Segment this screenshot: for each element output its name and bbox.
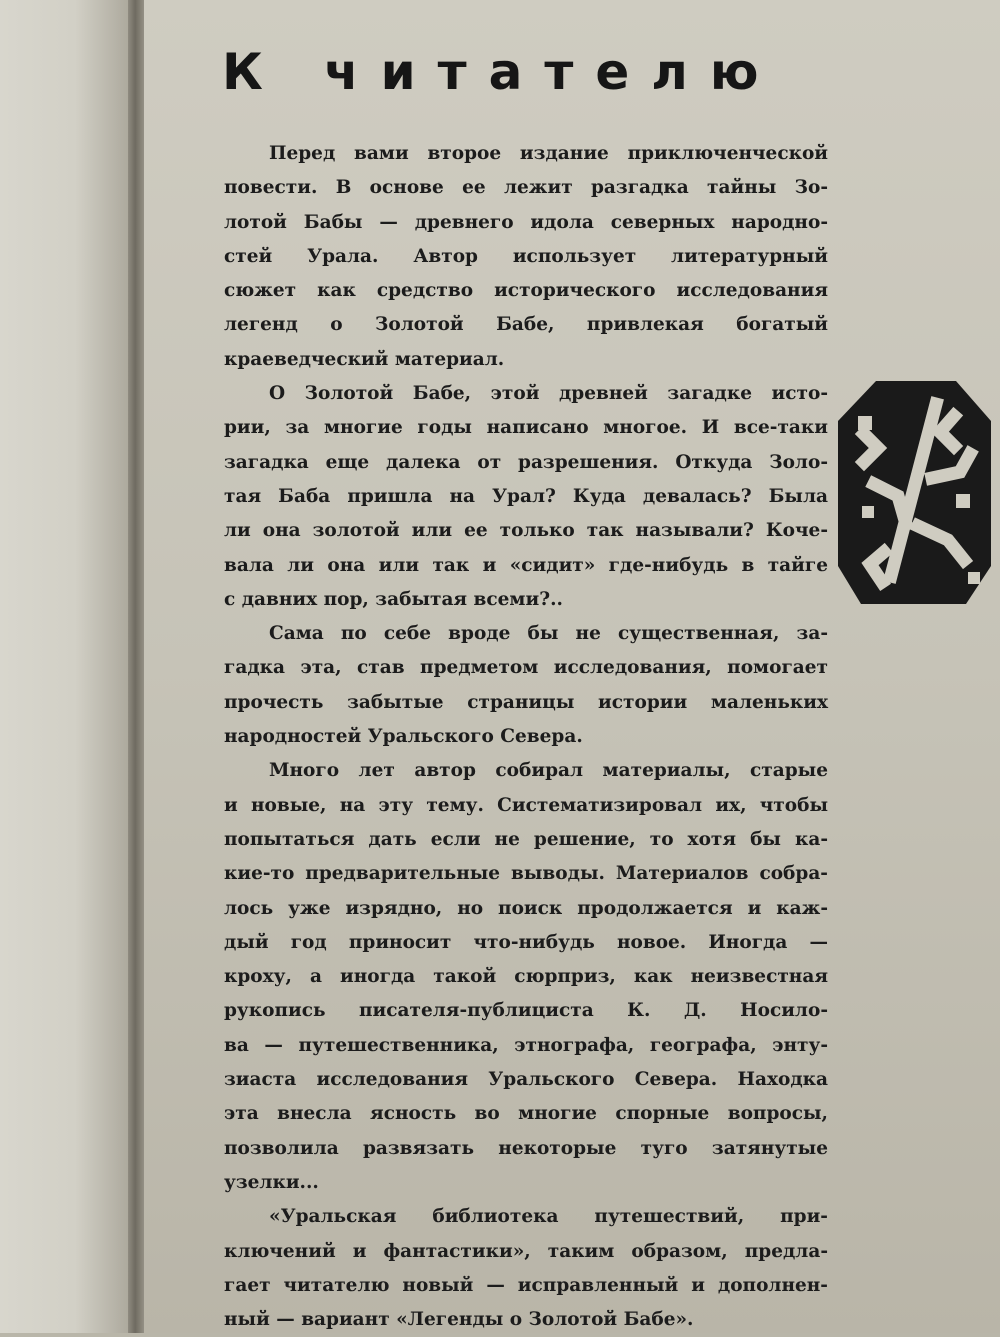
text-line: эта внесла ясность во многие спорные вопросы, (224, 1103, 828, 1125)
text-line: ключений и фантастики», таким образом, предла- (224, 1240, 828, 1262)
text-line: узелки... (224, 1171, 319, 1193)
text-line: с давних пор, забытая всеми?.. (224, 588, 563, 610)
text-line: стей Урала. Автор использует литературный (224, 245, 828, 267)
text-line: ли она золотой или ее только так называли? Коче- (224, 520, 828, 542)
text-line: зиаста исследования Уральского Севера. Находка (224, 1069, 828, 1091)
text-line: Перед вами второе издание приключенческой (269, 143, 828, 164)
paragraph (224, 137, 828, 377)
text-line: краеведческий материал. (224, 348, 505, 370)
page-title: К читателю (222, 43, 781, 101)
text-line: гает читателю новый — исправленный и дополнен- (224, 1274, 828, 1296)
text-line: лотой Бабы — древнего идола северных народно- (224, 211, 828, 233)
text-line: загадка еще далека от разрешения. Откуда Золо- (224, 451, 828, 473)
text-line: сюжет как средство исторического исследования (224, 280, 828, 302)
paragraph (224, 377, 828, 617)
paragraph (224, 1200, 828, 1337)
text-line: дый год приносит что-нибудь новое. Иногда — (224, 931, 828, 953)
text-line: гадка эта, став предметом исследования, помогает (224, 657, 828, 679)
folk-ornament-icon (836, 376, 996, 606)
text-line: позволила развязать некоторые туго затянутые (224, 1137, 828, 1159)
text-line: Много лет автор собирал материалы, старые (269, 760, 828, 782)
text-line: Сама по себе вроде бы не существенная, за- (269, 623, 828, 645)
text-line: повести. В основе ее лежит разгадка тайны Зо- (224, 177, 828, 199)
text-line: народностей Уральского Севера. (224, 726, 583, 748)
text-line: ва — путешественника, этнографа, географа, энту- (224, 1034, 828, 1056)
text-line: рукопись писателя-публициста К. Д. Носило- (224, 1000, 828, 1022)
text-line: легенд о Золотой Бабе, привлекая богатый (224, 314, 828, 336)
text-line: О Золотой Бабе, этой древней загадке исто- (269, 383, 828, 405)
text-line: ный — вариант «Легенды о Золотой Бабе». (224, 1309, 694, 1331)
text-line: лось уже изрядно, но поиск продолжается и каж- (224, 897, 828, 919)
text-line: попытаться дать если не решение, то хотя бы ка- (224, 828, 828, 850)
text-line: кие-то предварительные выводы. Материалов собра- (224, 863, 828, 885)
text-line: кроху, а иногда такой сюрприз, как неизвестная (224, 966, 828, 988)
paragraph (224, 617, 828, 754)
text-line: прочесть забытые страницы истории маленьких (224, 691, 828, 713)
text-line: вала ли она или так и «сидит» где-нибудь в тайге (224, 554, 828, 576)
body-text (224, 137, 828, 1337)
text-line: рии, за многие годы написано многое. И все-таки (224, 417, 828, 439)
text-line: тая Баба пришла на Урал? Куда девалась? Была (224, 485, 828, 507)
paragraph (224, 754, 828, 1200)
text-line: «Уральская библиотека путешествий, при- (269, 1206, 828, 1228)
text-line: и новые, на эту тему. Систематизировал их, чтобы (224, 794, 828, 816)
left-page (0, 0, 136, 1333)
